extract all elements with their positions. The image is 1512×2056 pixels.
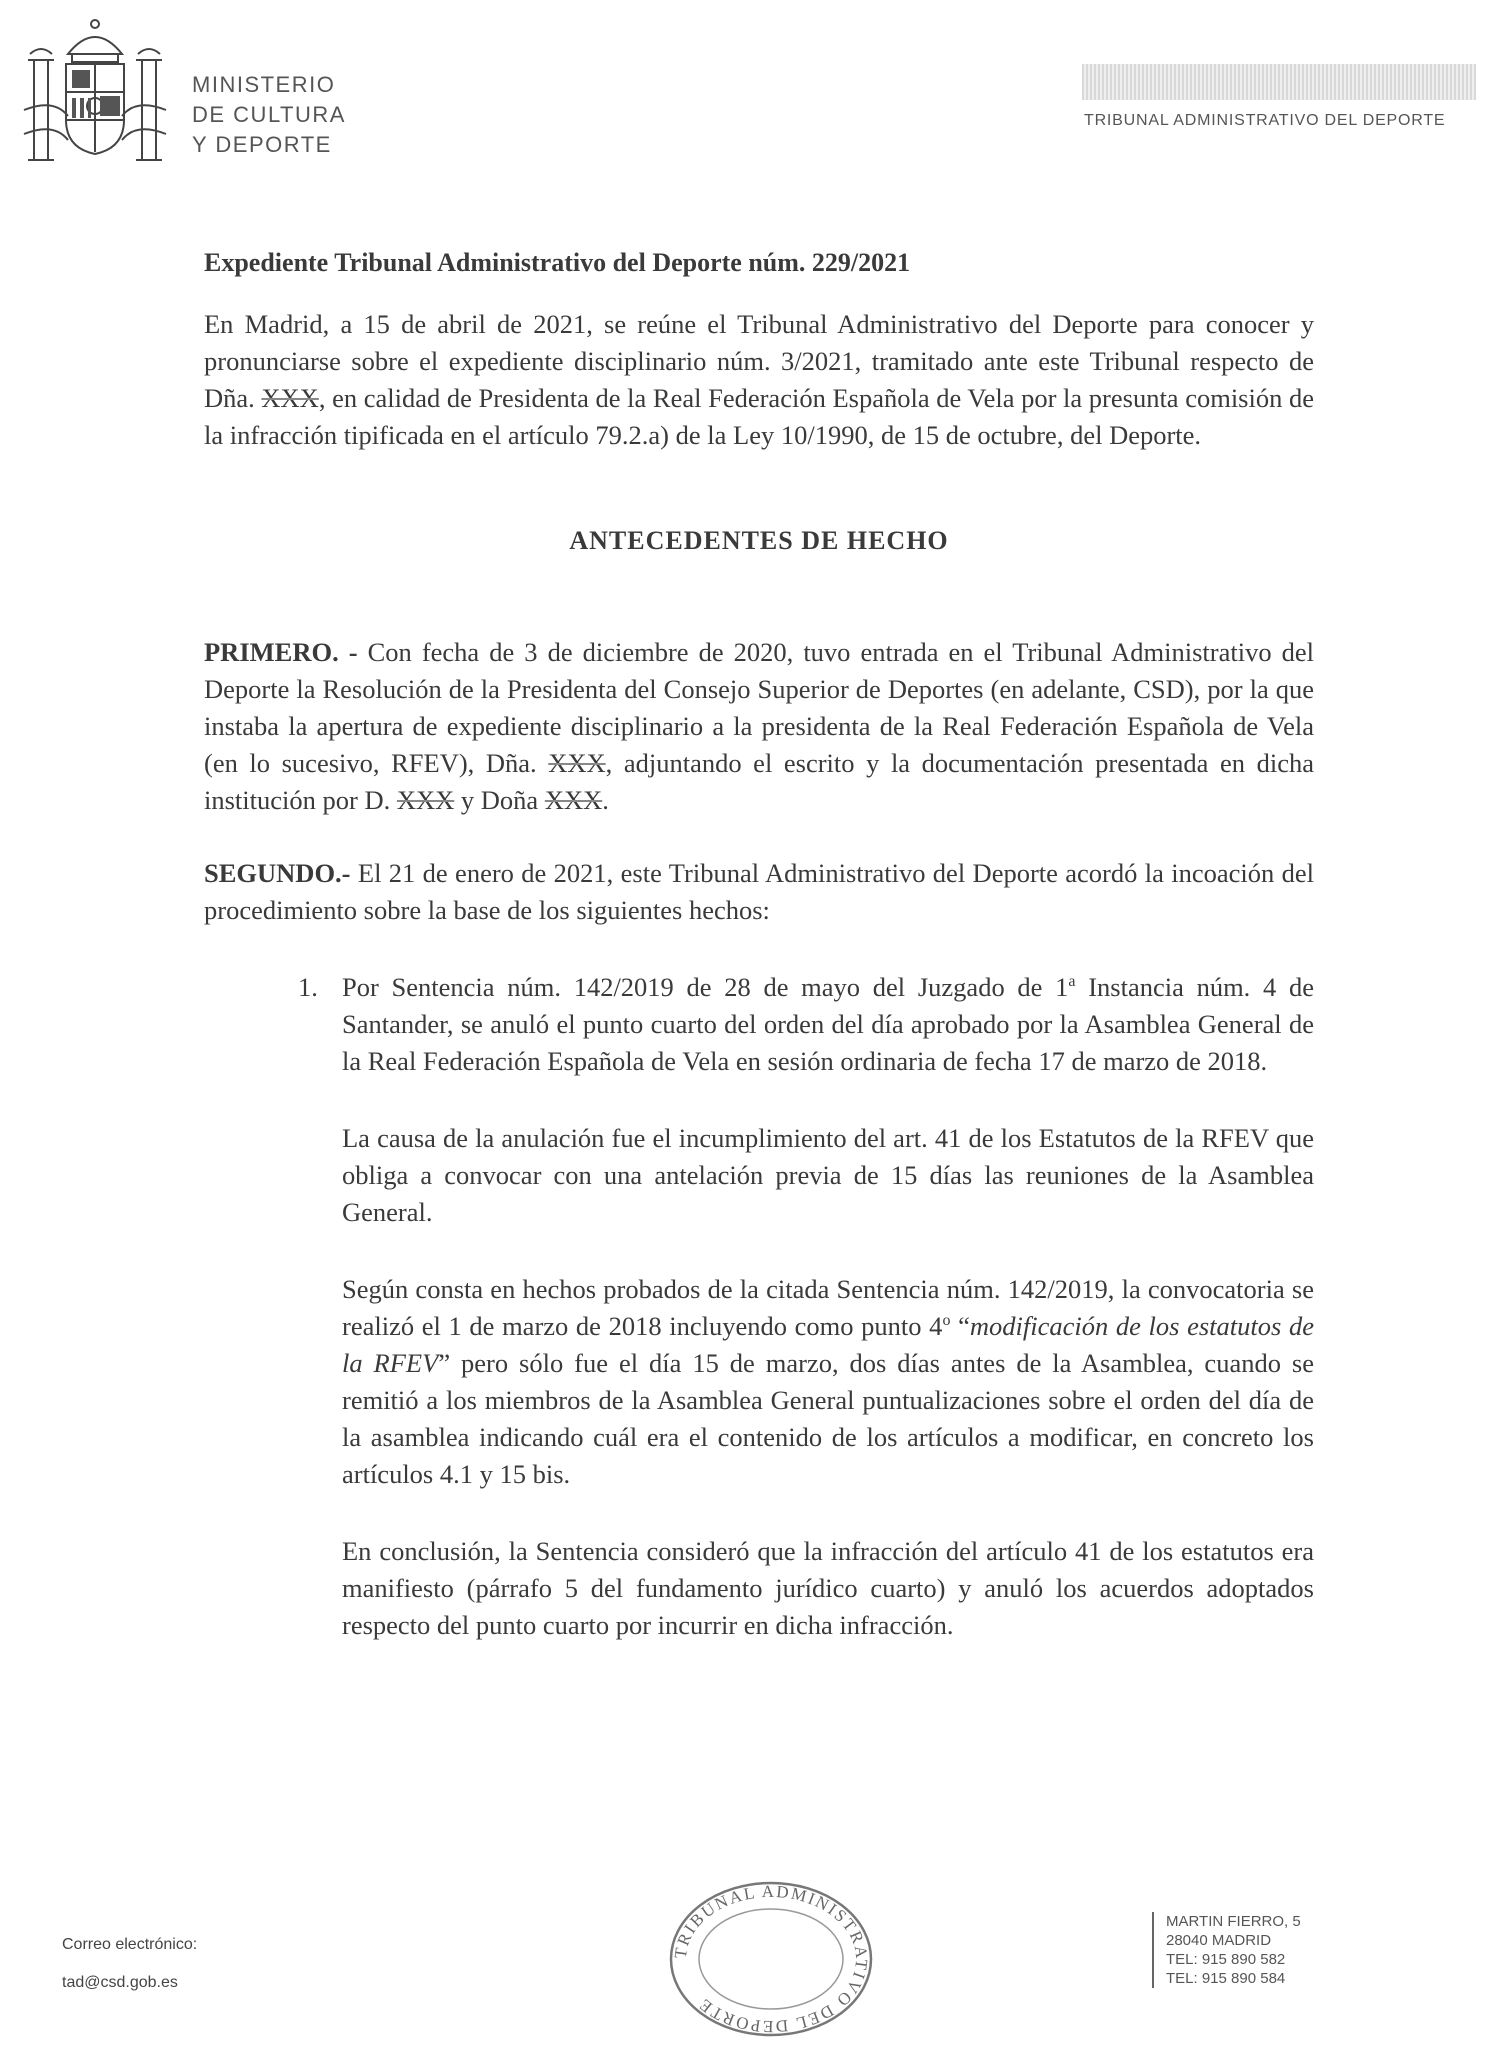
address-line: MARTIN FIERRO, 5 bbox=[1166, 1913, 1301, 1930]
superscript: o bbox=[942, 1312, 951, 1330]
official-stamp-icon bbox=[656, 1874, 886, 2044]
list-body bbox=[342, 969, 1314, 1684]
list-paragraph bbox=[342, 1271, 1314, 1493]
paragraph-text: , adjuntando el escrito y la documentación presentada en dicha institución por D. bbox=[204, 748, 1314, 815]
list-paragraph bbox=[342, 969, 1314, 1080]
list-paragraph: La causa de la anulación fue el incumplimiento del art. 41 de los Estatutos de la RFEV que obliga a convocar con una antelación previa de 15 días las reuniones de la Asamblea General. bbox=[342, 1123, 1314, 1227]
address-block bbox=[1152, 1912, 1301, 1988]
list-number: 1. bbox=[298, 972, 318, 1002]
header-bar bbox=[1082, 64, 1476, 100]
redacted-name: XXX bbox=[548, 748, 606, 778]
intro-text: En Madrid, a 15 de abril de 2021, se reúne el Tribunal Administrativo del Deporte para conocer y pronunciarse sobre el expediente disciplinario núm. 3/2021, tramitado ante este Tribunal respecto de Dña. bbox=[204, 309, 1314, 413]
paragraph-text: . bbox=[602, 785, 609, 815]
paragraph-text: Con fecha de 3 de diciembre de 2020, tuvo entrada en el Tribunal Administrativo del Deporte la Resolución de la Presidenta del Consejo Superior de Deportes (en adelante, CSD), por la que instaba la apertura de expediente disciplinario a la presidenta de la Real Federación Española de Vela (en lo sucesivo, RFEV), Dña. bbox=[204, 637, 1314, 778]
stamp-text: TRIBUNAL ADMINISTRATIVO DEL DEPORTE bbox=[670, 1881, 872, 2037]
paragraph-lead: SEGUNDO.- bbox=[204, 858, 351, 888]
intro-text: , en calidad de Presidenta de la Real Federación Española de Vela por la presunta comisión de la infracción tipificada en el artículo 79.2.a) de la Ley 10/1990, de 15 de octubre, del Deporte. bbox=[204, 383, 1314, 450]
paragraph-lead: PRIMERO. - bbox=[204, 637, 358, 667]
paragraph-text: ” pero sólo fue el día 15 de marzo, dos días antes de la Asamblea, cuando se remitió a los miembros de la Asamblea General puntualizaciones sobre el orden del día de la asamblea indicando cuál era el contenido de los artículos a modificar, en concreto los artículos 4.1 y 15 bis. bbox=[342, 1348, 1314, 1489]
paragraph-text: “ bbox=[950, 1311, 970, 1341]
address-line: TEL: 915 890 584 bbox=[1166, 1970, 1286, 1987]
segundo-paragraph bbox=[204, 855, 1314, 929]
document-body bbox=[204, 248, 1314, 1684]
redacted-name: XXX bbox=[396, 785, 455, 815]
spain-coat-of-arms-icon bbox=[20, 14, 170, 184]
email-label: Correo electrónico: bbox=[62, 1936, 198, 1953]
address-line: 28040 MADRID bbox=[1166, 1932, 1272, 1949]
paragraph-text: Instancia núm. 4 de Santander, se anuló el punto cuarto del orden del día aprobado por la Asamblea General de la Real Federación Española de Vela en sesión ordinaria de fecha 17 de marzo de 2018. bbox=[342, 972, 1314, 1076]
ministry-line: Y DEPORTE bbox=[192, 132, 332, 157]
italic-quote: modificación de los estatutos de la RFEV bbox=[342, 1311, 1314, 1378]
email-link[interactable]: tad@csd.gob.es bbox=[62, 1974, 178, 1991]
ministry-line: MINISTERIO bbox=[192, 72, 336, 97]
address-line: TEL: 915 890 582 bbox=[1166, 1951, 1286, 1968]
ministry-name bbox=[192, 70, 346, 160]
list-item bbox=[298, 969, 1314, 1684]
document-title: Expediente Tribunal Administrativo del Deporte núm. 229/2021 bbox=[204, 248, 911, 277]
paragraph-text: Por Sentencia núm. 142/2019 de 28 de mayo del Juzgado de 1 bbox=[342, 972, 1069, 1002]
tribunal-header: TRIBUNAL ADMINISTRATIVO DEL DEPORTE bbox=[1084, 112, 1446, 129]
paragraph-text: El 21 de enero de 2021, este Tribunal Administrativo del Deporte acordó la incoación del procedimiento sobre la base de los siguientes hechos: bbox=[204, 858, 1314, 925]
ministry-line: DE CULTURA bbox=[192, 102, 346, 127]
intro-paragraph bbox=[204, 306, 1314, 454]
primero-paragraph bbox=[204, 634, 1314, 819]
section-heading: ANTECEDENTES DE HECHO bbox=[569, 526, 949, 555]
list-paragraph: En conclusión, la Sentencia consideró que la infracción del artículo 41 de los estatutos era manifiesto (párrafo 5 del fundamento jurídico cuarto) y anuló los acuerdos adoptados respecto del punto cuarto por incurrir en dicha infracción. bbox=[342, 1536, 1314, 1640]
facts-list bbox=[298, 969, 1314, 1684]
paragraph-text: Según consta en hechos probados de la citada Sentencia núm. 142/2019, la convocatoria se realizó el 1 de marzo de 2018 incluyendo como punto 4 bbox=[342, 1274, 1314, 1341]
paragraph-text: y Doña bbox=[454, 785, 545, 815]
redacted-name: XXX bbox=[544, 785, 603, 815]
superscript: a bbox=[1068, 973, 1076, 991]
redacted-name: XXX bbox=[261, 383, 319, 413]
